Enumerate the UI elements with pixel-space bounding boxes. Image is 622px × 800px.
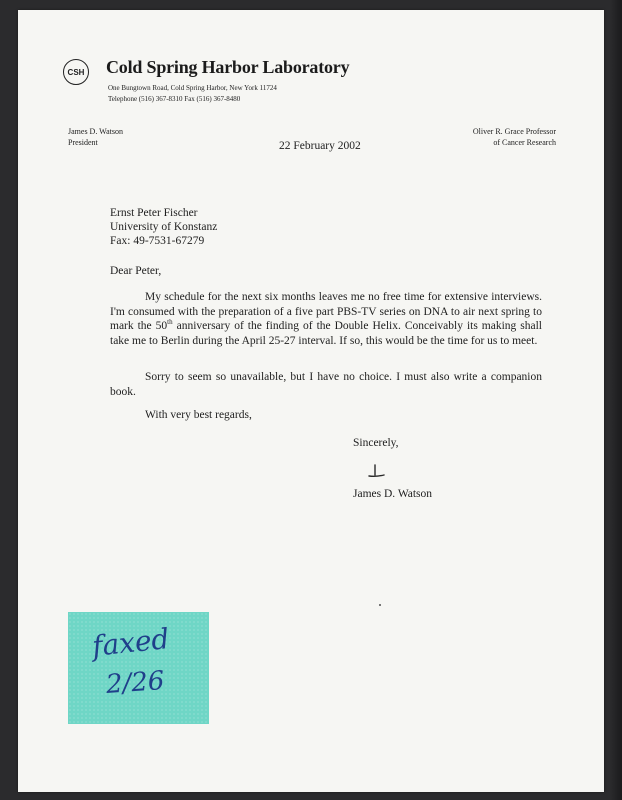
recipient-block <box>110 206 217 248</box>
recipient-fax: Fax: 49-7531-67279 <box>110 235 205 247</box>
organization-name: Cold Spring Harbor Laboratory <box>106 57 350 77</box>
body-paragraph-1-text-a: My schedule for the next six months leaves me no free time for extensive interviews. I'm consumed with the preparation of a five part PBS-TV series on DNA to air next spring to mark the 50 <box>110 291 542 332</box>
csh-logo: CSH <box>63 59 89 85</box>
sticky-note-line-1: faxed <box>90 622 171 663</box>
letter-date: 22 February 2002 <box>279 140 361 152</box>
body-paragraph-3: With very best regards, <box>145 409 252 421</box>
body-paragraph-1-text-b: anniversary of the finding of the Double Helix. Conceivably its making shall take me to Berlin during the April 25-27 interval. If so, this would be the time for us to meet. <box>110 320 542 347</box>
body-paragraph-1 <box>110 290 542 348</box>
closing: Sincerely, <box>353 437 399 449</box>
sender-title: President <box>68 138 98 147</box>
chair-line-1: Oliver R. Grace Professor <box>472 127 556 136</box>
sender-chair-block <box>473 126 556 148</box>
signature-mark <box>366 462 388 482</box>
signature-name: James D. Watson <box>353 488 433 500</box>
paper-speck <box>379 604 381 606</box>
sticky-note-line-2: 2/26 <box>105 666 166 700</box>
recipient-institution: University of Konstanz <box>110 221 218 233</box>
organization-address: One Bungtown Road, Cold Spring Harbor, New York 11724 <box>108 84 277 92</box>
body-paragraph-2: Sorry to seem so unavailable, but I have no choice. I must also write a companion book. <box>110 371 542 398</box>
organization-phone-fax: Telephone (516) 367-8310 Fax (516) 367-8480 <box>108 95 241 103</box>
sender-block <box>68 126 123 148</box>
sender-name: James D. Watson <box>68 127 123 136</box>
recipient-name: Ernst Peter Fischer <box>110 207 198 219</box>
scan-edge <box>610 0 622 800</box>
sticky-note <box>68 612 209 724</box>
chair-line-2: of Cancer Research <box>493 138 556 147</box>
ordinal-superscript: th <box>167 318 173 327</box>
salutation: Dear Peter, <box>110 265 162 277</box>
letter-page <box>18 10 604 792</box>
